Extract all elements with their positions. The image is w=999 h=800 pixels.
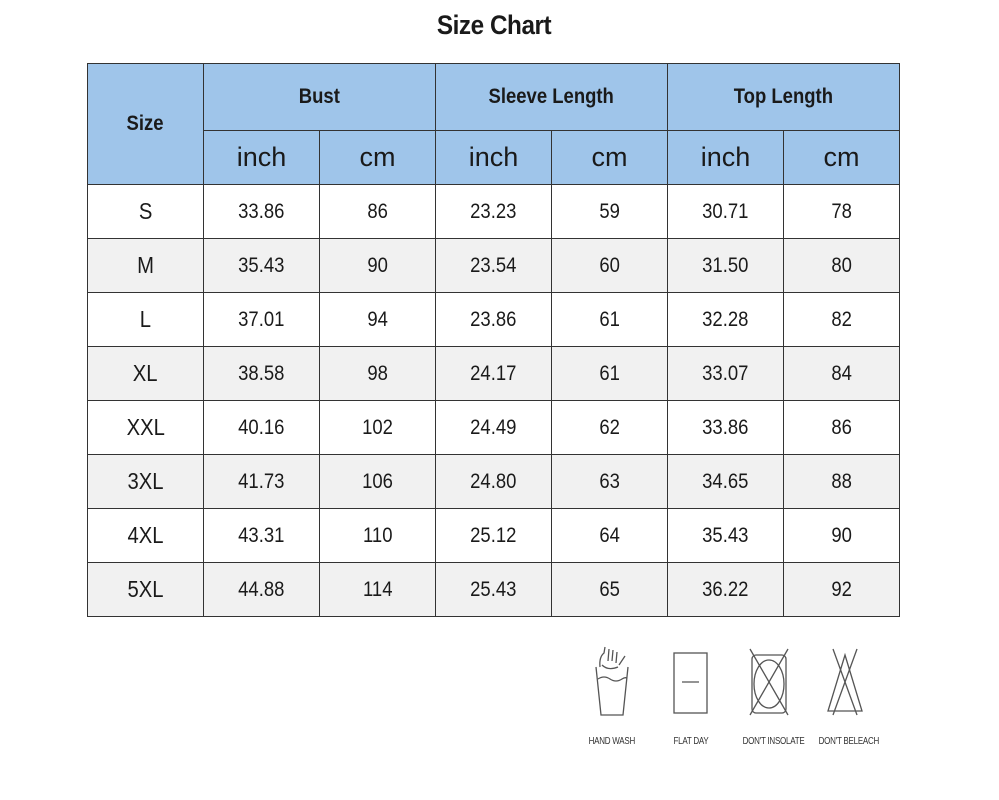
care-dont-insolate: DON'T INSOLATE	[736, 645, 802, 747]
header-bust: Bust	[204, 64, 436, 131]
size-label-cell: 4XL	[88, 509, 204, 563]
unit-sleeve-inch: inch	[436, 131, 552, 185]
cell-sleeve-cm: 62	[552, 401, 668, 455]
size-label-cell: 3XL	[88, 455, 204, 509]
cell-bust-cm: 110	[320, 509, 436, 563]
cell-top-inch: 31.50	[668, 239, 784, 293]
cell-top-cm: 90	[784, 509, 900, 563]
cell-top-cm: 82	[784, 293, 900, 347]
cell-sleeve-cm: 65	[552, 563, 668, 617]
care-dont-bleach: DON'T BELEACH	[812, 645, 878, 747]
cell-bust-cm: 94	[320, 293, 436, 347]
cell-top-inch: 33.07	[668, 347, 784, 401]
header-top-length: Top Length	[668, 64, 900, 131]
unit-bust-cm: cm	[320, 131, 436, 185]
cell-top-cm: 88	[784, 455, 900, 509]
unit-top-cm: cm	[784, 131, 900, 185]
size-label-cell: S	[88, 185, 204, 239]
cell-bust-cm: 106	[320, 455, 436, 509]
cell-sleeve-inch: 24.17	[436, 347, 552, 401]
cell-sleeve-inch: 24.80	[436, 455, 552, 509]
cell-sleeve-inch: 23.23	[436, 185, 552, 239]
cell-bust-cm: 86	[320, 185, 436, 239]
table-row	[88, 347, 900, 401]
table-row	[88, 563, 900, 617]
cell-sleeve-inch: 23.54	[436, 239, 552, 293]
header-sleeve-length: Sleeve Length	[436, 64, 668, 131]
care-flat-dry: FLAT DAY	[663, 645, 719, 747]
cell-bust-inch: 35.43	[204, 239, 320, 293]
cell-top-cm: 86	[784, 401, 900, 455]
cell-sleeve-cm: 60	[552, 239, 668, 293]
cell-top-cm: 78	[784, 185, 900, 239]
cell-sleeve-cm: 64	[552, 509, 668, 563]
cell-top-cm: 80	[784, 239, 900, 293]
cell-bust-cm: 102	[320, 401, 436, 455]
flat-dry-icon	[671, 645, 711, 717]
cell-bust-cm: 90	[320, 239, 436, 293]
cell-sleeve-inch: 25.43	[436, 563, 552, 617]
cell-bust-inch: 44.88	[204, 563, 320, 617]
unit-top-inch: inch	[668, 131, 784, 185]
hand-wash-icon	[590, 645, 632, 717]
size-label-cell: M	[88, 239, 204, 293]
table-row	[88, 239, 900, 293]
cell-top-inch: 30.71	[668, 185, 784, 239]
cell-top-cm: 84	[784, 347, 900, 401]
size-label-cell: XXL	[88, 401, 204, 455]
cell-bust-inch: 40.16	[204, 401, 320, 455]
cell-bust-cm: 98	[320, 347, 436, 401]
do-not-bleach-icon	[825, 645, 865, 717]
size-label-cell: L	[88, 293, 204, 347]
cell-sleeve-inch: 23.86	[436, 293, 552, 347]
do-not-tumble-dry-icon	[746, 645, 792, 717]
cell-sleeve-cm: 61	[552, 293, 668, 347]
unit-bust-inch: inch	[204, 131, 320, 185]
cell-bust-inch: 43.31	[204, 509, 320, 563]
cell-bust-inch: 33.86	[204, 185, 320, 239]
cell-bust-inch: 41.73	[204, 455, 320, 509]
cell-top-inch: 32.28	[668, 293, 784, 347]
table-row	[88, 455, 900, 509]
cell-top-inch: 35.43	[668, 509, 784, 563]
cell-top-inch: 34.65	[668, 455, 784, 509]
cell-bust-inch: 38.58	[204, 347, 320, 401]
table-row	[88, 293, 900, 347]
care-hand-wash: HAND WASH	[583, 645, 639, 747]
cell-top-inch: 36.22	[668, 563, 784, 617]
table-row	[88, 401, 900, 455]
cell-sleeve-inch: 25.12	[436, 509, 552, 563]
size-label-cell: 5XL	[88, 563, 204, 617]
table-row	[88, 509, 900, 563]
cell-bust-inch: 37.01	[204, 293, 320, 347]
cell-sleeve-cm: 59	[552, 185, 668, 239]
cell-top-cm: 92	[784, 563, 900, 617]
table-row	[88, 185, 900, 239]
cell-bust-cm: 114	[320, 563, 436, 617]
header-size: Size	[88, 64, 204, 185]
cell-sleeve-inch: 24.49	[436, 401, 552, 455]
size-chart-table	[87, 63, 900, 617]
page-title: Size Chart	[436, 10, 552, 40]
unit-sleeve-cm: cm	[552, 131, 668, 185]
size-label-cell: XL	[88, 347, 204, 401]
cell-sleeve-cm: 63	[552, 455, 668, 509]
cell-top-inch: 33.86	[668, 401, 784, 455]
cell-sleeve-cm: 61	[552, 347, 668, 401]
